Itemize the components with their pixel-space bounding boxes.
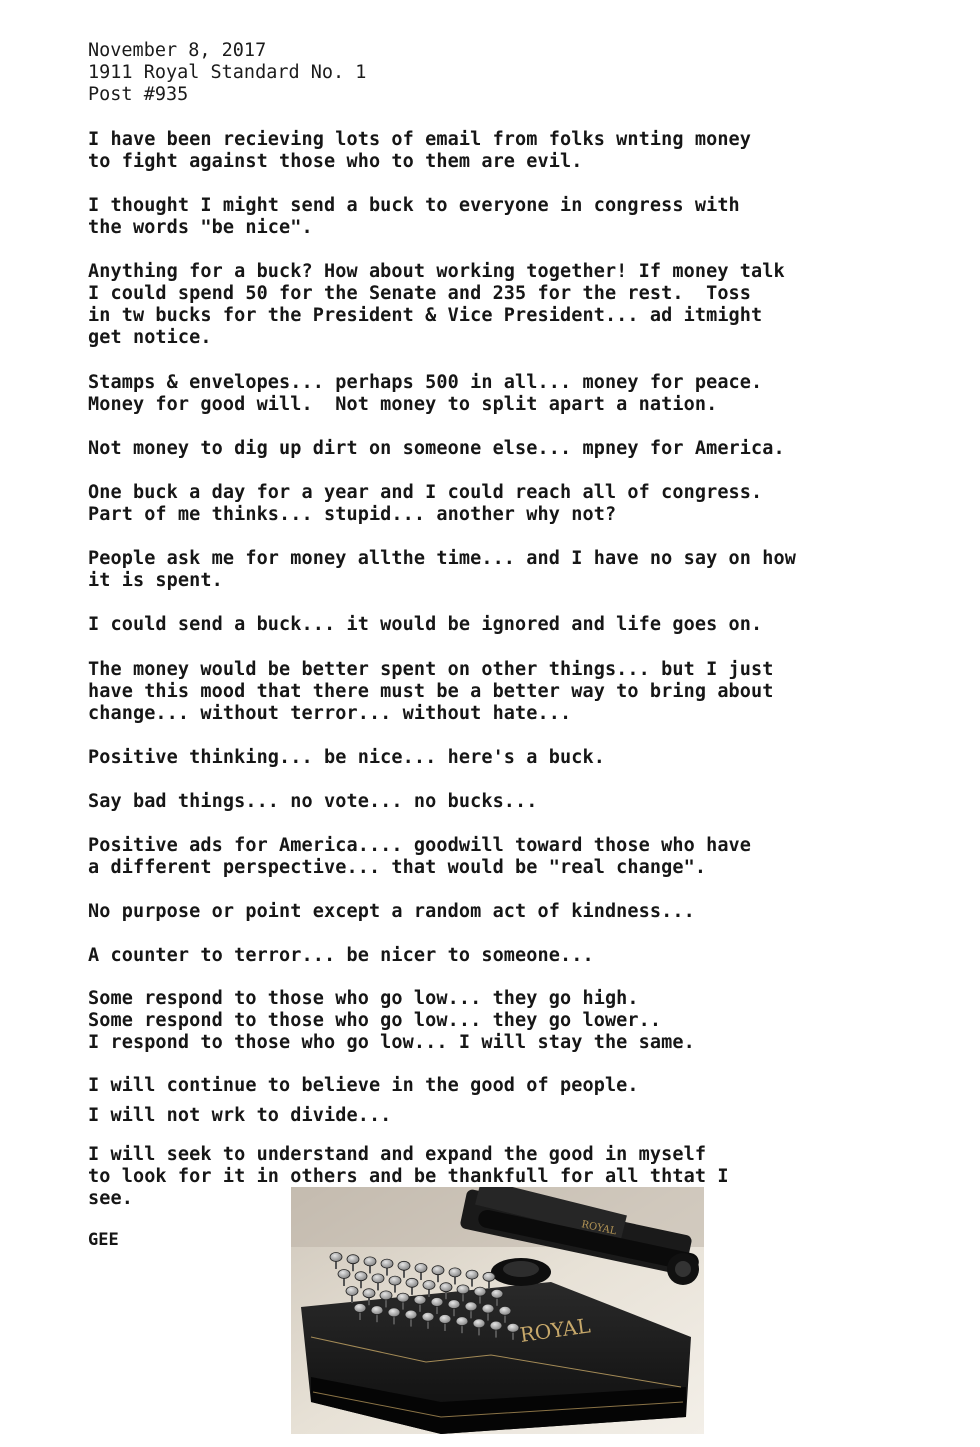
typewriter-key [388,1308,400,1317]
text-line: in tw bucks for the President & Vice President... ad itmight [88,305,763,326]
text-line: Money for good will. Not money to split apart a nation. [88,394,718,415]
paragraph [88,659,774,725]
paragraph [88,901,695,923]
typewriter-key [466,1270,478,1279]
paragraph [88,1105,391,1127]
typewriter-key [473,1319,485,1328]
text-line: to fight against those who to them are evil. [88,151,583,172]
typewriter-key [364,1257,376,1266]
typewriter-key [465,1302,477,1311]
typewriter-key [381,1259,393,1268]
typewriter-key [449,1268,461,1277]
paragraph [88,747,605,769]
text-line: I have been recieving lots of email from folks wnting money [88,129,752,150]
text-line: One buck a day for a year and I could reach all of congress. [88,482,763,503]
paragraph [88,129,751,173]
text-line: a different perspective... that would be "real change". [88,857,707,878]
text-line: to look for it in others and be thankfull for all thtat I [88,1166,729,1187]
typewriter-key [354,1304,366,1313]
royal-brand: ROYAL [518,1313,592,1347]
typewriter-key [483,1272,495,1281]
typewriter-key [371,1306,383,1315]
typewriter-key [507,1323,519,1332]
typewriter-key [490,1321,502,1330]
paragraph [88,945,594,967]
text-line: Part of me thinks... stupid... another why not? [88,504,617,525]
paragraph [88,438,785,460]
typewriter-key [398,1261,410,1270]
paragraph [88,372,762,416]
typewriter-key [405,1310,417,1319]
post-number: Post #935 [88,84,189,105]
text-line: I will not wrk to divide... [88,1105,392,1126]
typewriter-key [389,1276,401,1285]
text-line: No purpose or point except a random act of kindness... [88,901,695,922]
header-block [88,40,366,106]
text-line: Not money to dig up dirt on someone else... mpney for America. [88,438,785,459]
text-line: see. [88,1188,133,1209]
typewriter-key [474,1287,486,1296]
typewriter-key [423,1281,435,1290]
text-line: I could spend 50 for the Senate and 235 for the rest. Toss [88,283,752,304]
typewriter-key [456,1317,468,1326]
typewriter-key [397,1293,409,1302]
text-line: A counter to terror... be nicer to someone... [88,945,594,966]
typewriter-key [448,1300,460,1309]
typewriter-key [414,1295,426,1304]
paragraph [88,1075,639,1097]
typewriter-key [406,1278,418,1287]
typewriter-key [457,1285,469,1294]
text-line: I will seek to understand and expand the good in myself [88,1144,707,1165]
paragraph [88,988,695,1054]
typewriter-key [380,1291,392,1300]
paragraph [88,261,785,349]
typewriter-key [491,1289,503,1298]
signature: GEE [88,1230,119,1250]
typewriter-key [440,1283,452,1292]
typewriter-key [372,1274,384,1283]
typewriter-key [415,1264,427,1273]
text-line: People ask me for money allthe time... and I have no say on how [88,548,796,569]
text-line: I thought I might send a buck to everyone in congress with [88,195,740,216]
text-line: I will continue to believe in the good of people. [88,1075,639,1096]
text-line: have this mood that there must be a better way to bring about [88,681,774,702]
machine-line: 1911 Royal Standard No. 1 [88,62,367,83]
text-line: The money would be better spent on other things... but I just [88,659,774,680]
text-line: change... without terror... without hate... [88,703,572,724]
typewriter-key [431,1298,443,1307]
paragraph [88,835,751,879]
text-line: Some respond to those who go low... they go lower.. [88,1010,662,1031]
text-line: Some respond to those who go low... they go high. [88,988,639,1009]
typewriter-key [338,1270,350,1279]
text-line: Positive thinking... be nice... here's a buck. [88,747,605,768]
paragraph [88,614,762,636]
typewriter-key [330,1253,342,1262]
text-line: Positive ads for America.... goodwill toward those who have [88,835,752,856]
typewriter-key [422,1312,434,1321]
typewriter-key [363,1289,375,1298]
paragraph [88,482,762,526]
text-line: it is spent. [88,570,223,591]
typewriter-key [499,1306,511,1315]
text-line: Anything for a buck? How about working together! If money talk [88,261,785,282]
typewriter-photo [291,1187,704,1434]
text-line: Stamps & envelopes... perhaps 500 in all... money for peace. [88,372,763,393]
paragraph [88,791,538,813]
typewriter-key [482,1304,494,1313]
text-line: I could send a buck... it would be ignored and life goes on. [88,614,763,635]
typewriter-key [355,1272,367,1281]
typewriter-key [439,1315,451,1324]
typewriter-key [347,1255,359,1264]
typewriter-key [346,1287,358,1296]
text-line: I respond to those who go low... I will stay the same. [88,1032,695,1053]
text-line: get notice. [88,327,212,348]
paragraph [88,195,740,239]
typewriter-key [432,1266,444,1275]
date-line: November 8, 2017 [88,40,267,61]
royal-brand-carriage: ROYAL [580,1219,618,1238]
text-line: Say bad things... no vote... no bucks... [88,791,538,812]
paragraph [88,548,796,592]
text-line: the words "be nice". [88,217,313,238]
